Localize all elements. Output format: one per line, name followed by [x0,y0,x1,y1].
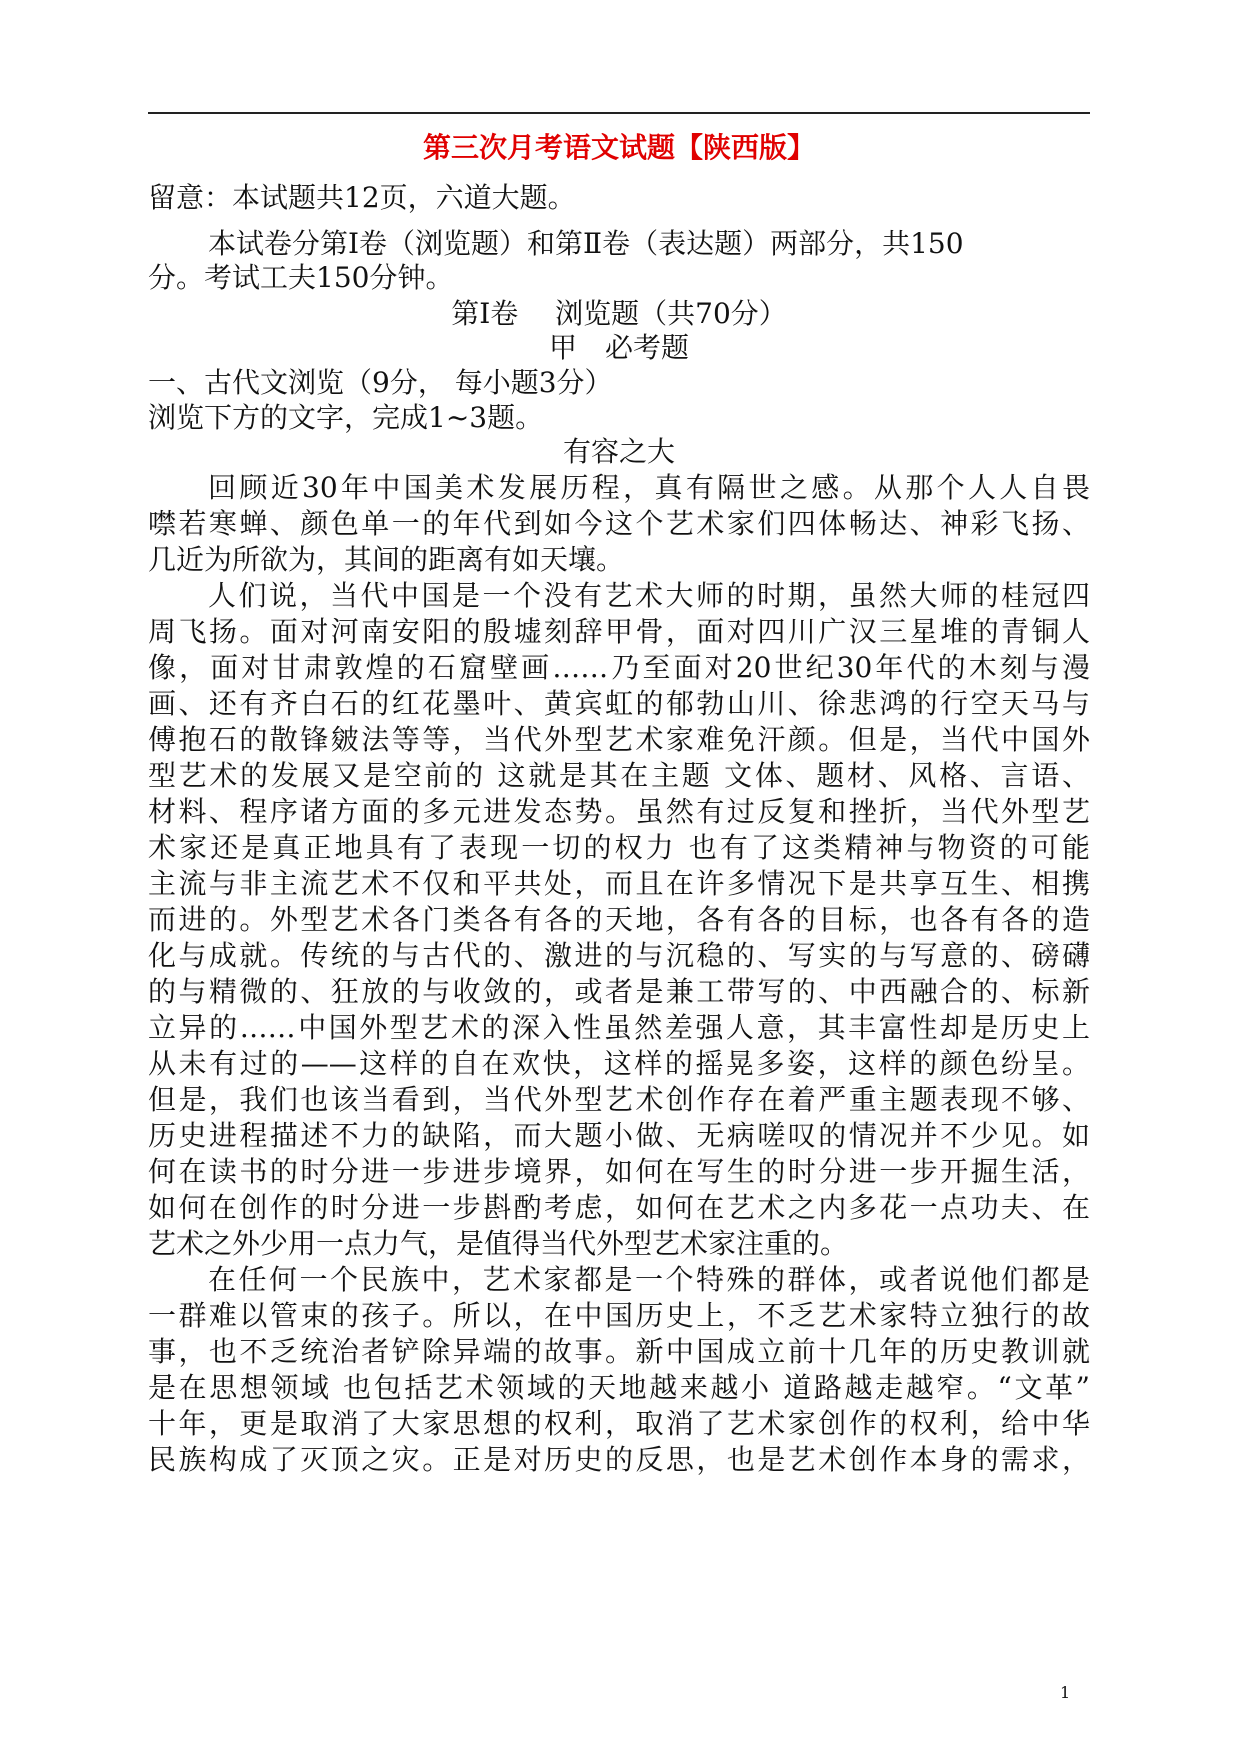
page-number: 1 [1060,1683,1071,1702]
passage-line: 人们说，当代中国是一个没有艺术大师的时期，虽然大师的桂冠四 [208,579,1090,612]
passage-line: 一群难以管束的孩子。所以，在中国历史上，不乏艺术家特立独行的故 [148,1299,1090,1332]
passage-line: 何在读书的时分进一步进步境界，如何在写生的时分进一步开掘生活， [148,1155,1090,1188]
section-heading: 一、古代文浏览（9分， 每小题3分） [148,366,613,399]
passage-line: 在任何一个民族中，艺术家都是一个特殊的群体，或者说他们都是 [208,1263,1090,1296]
passage-line: 十年，更是取消了大家思想的权利，取消了艺术家创作的权利，给中华 [148,1407,1090,1440]
passage-line: 的与精微的、狂放的与收敛的，或者是兼工带写的、中西融合的、标新 [148,975,1090,1008]
instruction-line: 浏览下方的文字，完成1~3题。 [148,401,544,434]
passage-line: 历史进程描述不力的缺陷，而大题小做、无病嗟叹的情况并不少见。如 [148,1119,1090,1152]
passage-line: 艺术之外少用一点力气，是值得当代外型艺术家注重的。 [148,1227,849,1260]
notice-line: 留意：本试题共12页，六道大题。 [148,181,576,214]
passage-line: 画、还有齐白石的红花墨叶、黄宾虹的郁勃山川、徐悲鸿的行空天马与 [148,687,1090,720]
passage-line: 术家还是真正地具有了表现一切的权力 也有了这类精神与物资的可能 [148,831,1090,864]
passage-line: 周飞扬。面对河南安阳的殷墟刻辞甲骨，面对四川广汉三星堆的青铜人 [148,615,1090,648]
passage-line: 而进的。外型艺术各门类各有各的天地，各有各的目标，也各有各的造 [148,903,1090,936]
intro-line-2: 分。考试工夫150分钟。 [148,261,454,294]
header-rule [148,112,1090,114]
passage-line: 型艺术的发展又是空前的 这就是其在主题 文体、题材、风格、言语、 [148,759,1090,792]
passage-line: 化与成就。传统的与古代的、激进的与沉稳的、写实的与写意的、磅礴 [148,939,1090,972]
passage-line: 如何在创作的时分进一步斟酌考虑，如何在艺术之内多花一点功夫、在 [148,1191,1090,1224]
passage-line: 像，面对甘肃敦煌的石窟壁画……乃至面对20世纪30年代的木刻与漫 [148,651,1090,684]
sub-heading: 甲 必考题 [548,331,689,364]
passage-line: 噤若寒蝉、颜色单一的年代到如今这个艺术家们四体畅达、神彩飞扬、 [148,507,1090,540]
intro-line-1: 本试卷分第Ⅰ卷（浏览题）和第Ⅱ卷（表达题）两部分，共150 [208,227,964,260]
passage-line: 民族构成了灭顶之灾。正是对历史的反思，也是艺术创作本身的需求， [148,1443,1090,1476]
passage-line: 材料、程序诸方面的多元进发态势。虽然有过反复和挫折，当代外型艺 [148,795,1090,828]
document-title: 第三次月考语文试题【陕西版】 [422,131,815,164]
passage-line: 事，也不乏统治者铲除异端的故事。新中国成立前十几年的历史教训就 [148,1335,1090,1368]
passage-line: 傅抱石的散锋皴法等等，当代外型艺术家难免汗颜。但是，当代中国外 [148,723,1090,756]
passage-line: 是在思想领域 也包括艺术领域的天地越来越小 道路越走越窄。“文革” [148,1371,1090,1404]
passage-line: 主流与非主流艺术不仅和平共处，而且在许多情况下是共享互生、相携 [148,867,1090,900]
passage-line: 从未有过的——这样的自在欢快，这样的摇晃多姿，这样的颜色纷呈。 [148,1047,1090,1080]
passage-line: 但是，我们也该当看到，当代外型艺术创作存在着严重主题表现不够、 [148,1083,1090,1116]
passage-line: 几近为所欲为，其间的距离有如天壤。 [148,543,625,576]
passage-title: 有容之大 [562,435,675,468]
passage-line: 立异的……中国外型艺术的深入性虽然差强人意，其丰富性却是历史上 [148,1011,1090,1044]
part-heading: 第Ⅰ卷 浏览题（共70分） [451,297,787,330]
passage-line: 回顾近30年中国美术发展历程，真有隔世之感。从那个人人自畏 [208,471,1090,504]
